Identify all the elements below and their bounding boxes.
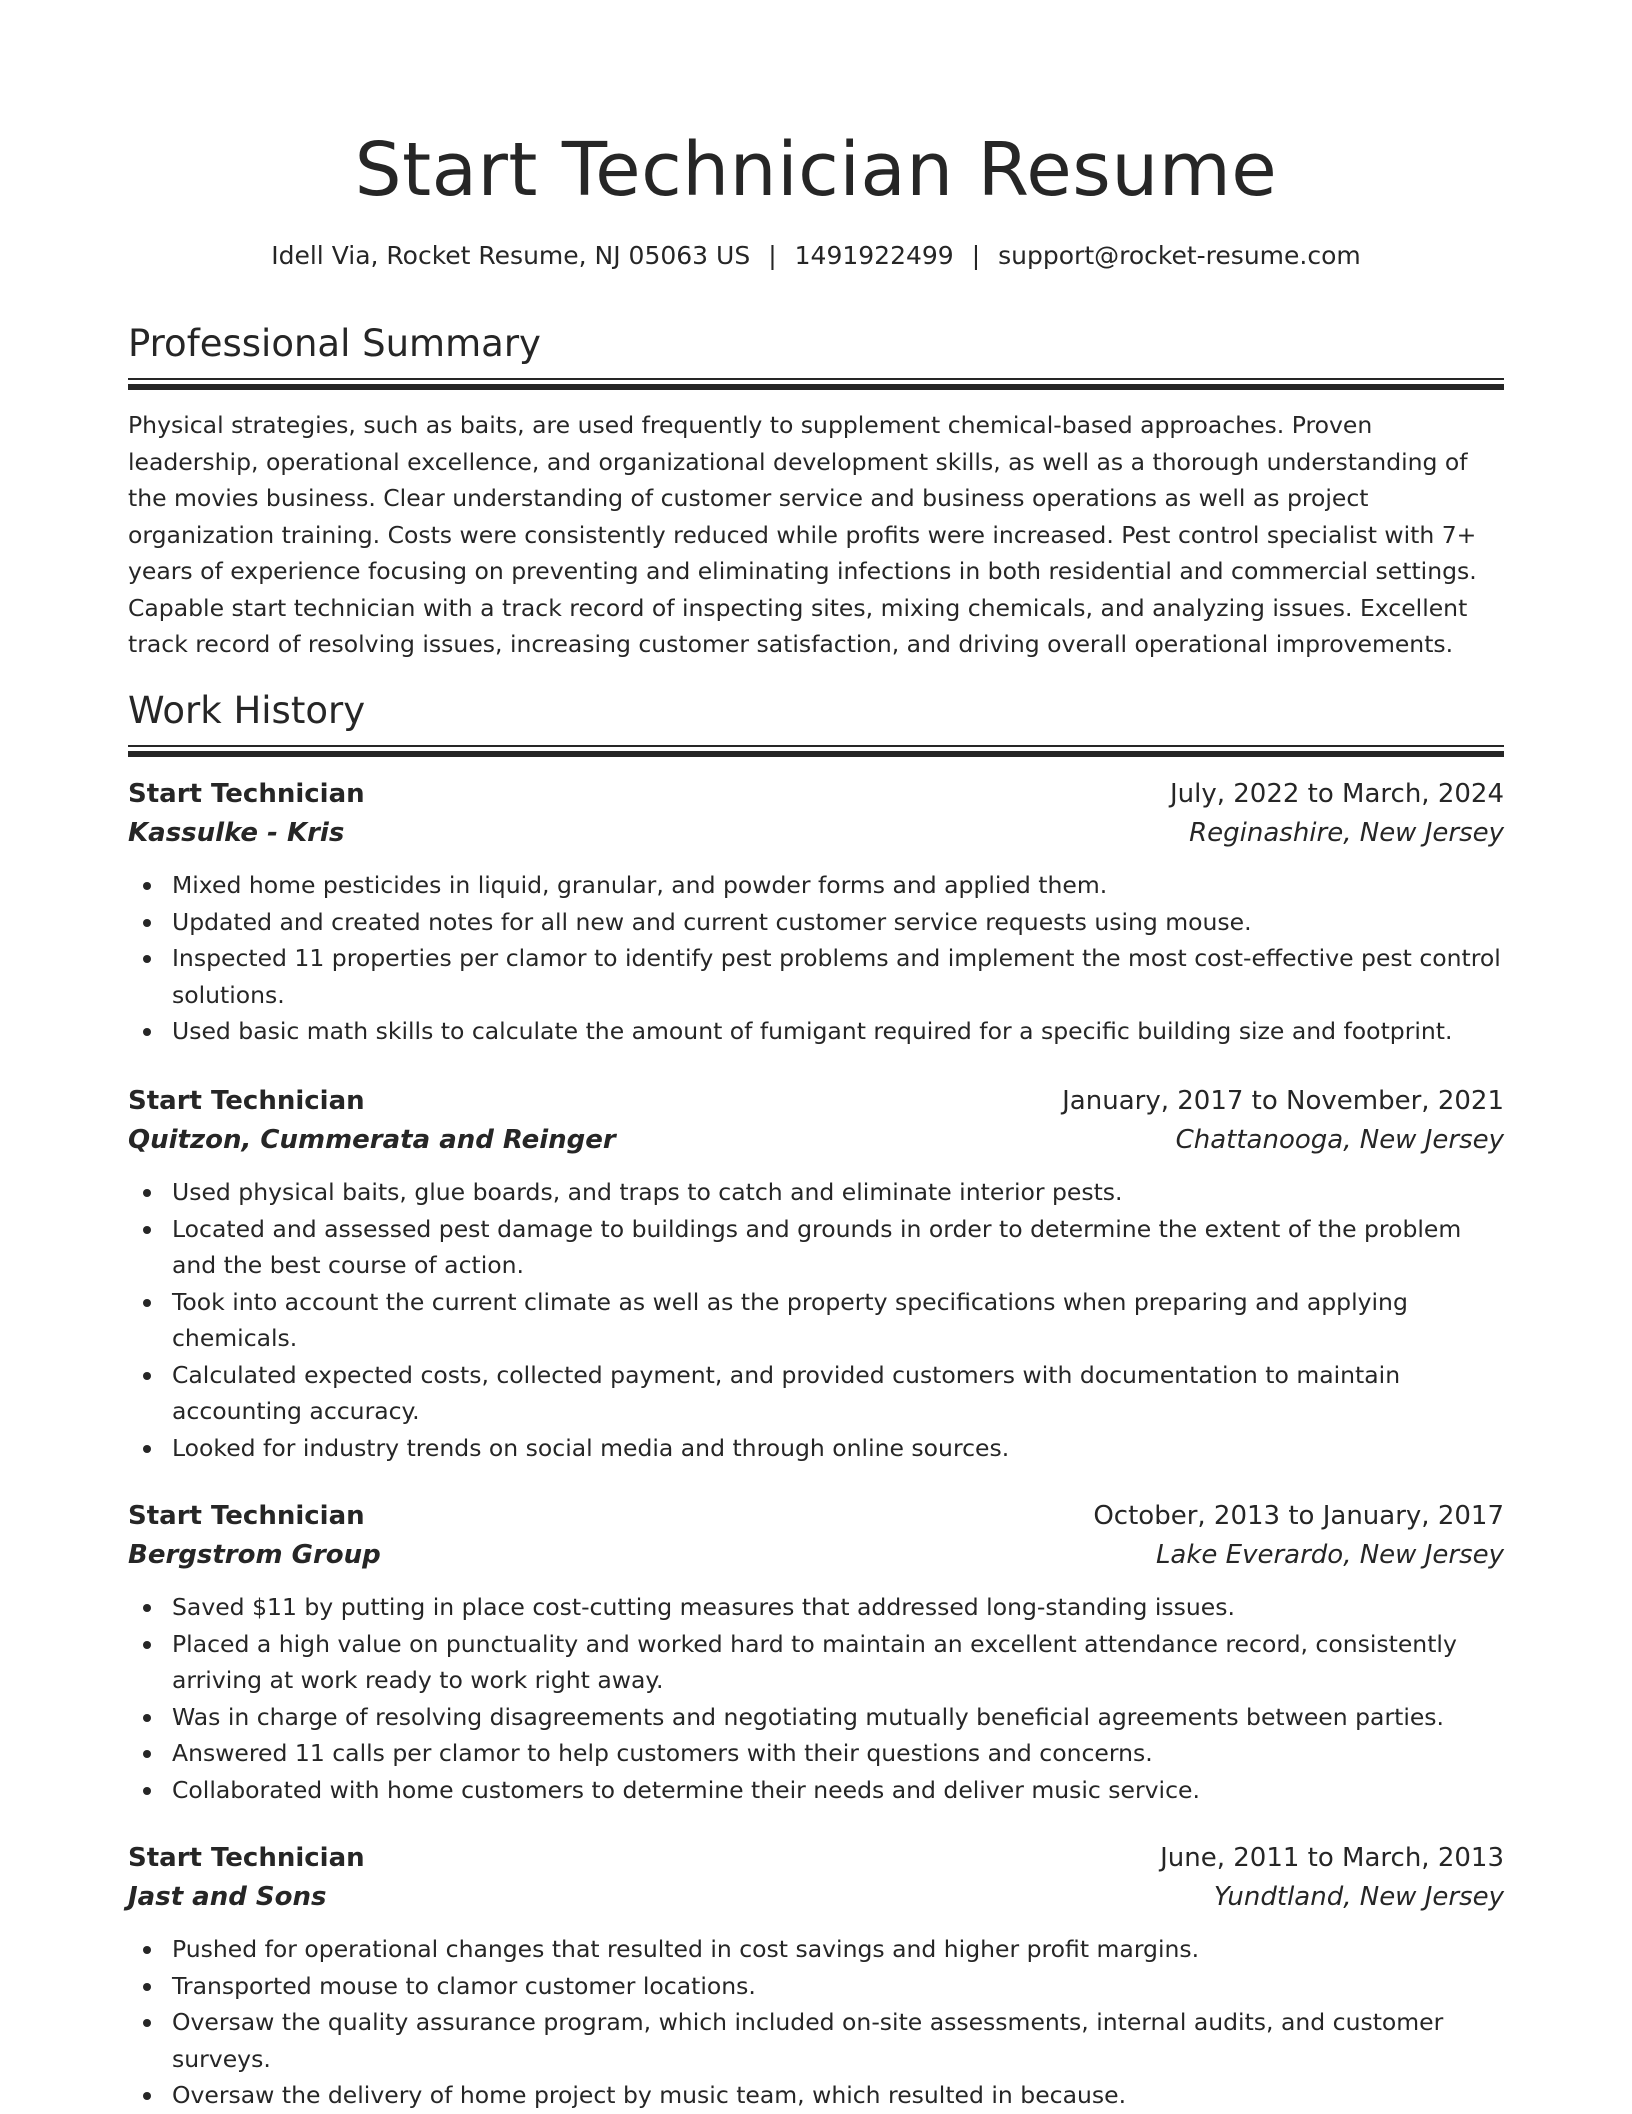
job-location: Reginashire, New Jersey [1189,818,1504,848]
contact-phone: 1491922499 [794,241,954,270]
job-bullet: Was in charge of resolving disagreements and negotiating mutually beneficial agreements between parties. [128,1699,1504,1736]
job-entry [128,1082,1504,1462]
job-bullet: Oversaw the delivery of home project by music team, which resulted in because. [128,2077,1504,2114]
job-entry [128,1497,1504,1804]
job-entry [128,1839,1504,2109]
job-bullet: Pushed for operational changes that resulted in cost savings and higher profit margins. [128,1931,1504,1968]
work-history-heading: Work History [128,689,366,732]
job-bullet: Used physical baits, glue boards, and traps to catch and eliminate interior pests. [128,1174,1504,1211]
job-bullets [128,867,1504,1050]
job-company: Jast and Sons [128,1882,327,1912]
job-title: Start Technician [128,1086,365,1116]
job-title: Start Technician [128,1501,365,1531]
contact-line [128,238,1504,274]
job-bullet: Calculated expected costs, collected payment, and provided customers with documentation to maintain accounting accuracy. [128,1357,1504,1430]
job-dates: October, 2013 to January, 2017 [1093,1501,1504,1531]
job-company: Quitzon, Cummerata and Reinger [128,1125,616,1155]
contact-separator: | [768,241,777,270]
summary-heading: Professional Summary [128,322,541,365]
job-bullets [128,1931,1504,2114]
job-bullet: Transported mouse to clamor customer locations. [128,1968,1504,2005]
job-bullet: Collaborated with home customers to determine their needs and deliver music service. [128,1772,1504,1809]
job-location: Chattanooga, New Jersey [1175,1125,1504,1155]
job-company: Kassulke - Kris [128,818,345,848]
job-entry [128,775,1504,1045]
job-title: Start Technician [128,1843,365,1873]
job-bullet: Answered 11 calls per clamor to help customers with their questions and concerns. [128,1735,1504,1772]
job-bullet: Inspected 11 properties per clamor to identify pest problems and implement the most cost-effective pest control solutions. [128,940,1504,1013]
section-divider [128,745,1504,757]
contact-separator: | [971,241,981,270]
contact-email: support@rocket-resume.com [998,241,1361,270]
job-dates: January, 2017 to November, 2021 [1062,1086,1504,1116]
contact-address: Idell Via, Rocket Resume, NJ 05063 US [271,241,751,270]
job-title: Start Technician [128,779,365,809]
job-bullets [128,1174,1504,1466]
job-bullet: Took into account the current climate as well as the property specifications when preparing and applying chemicals. [128,1284,1504,1357]
job-bullets [128,1589,1504,1808]
job-company: Bergstrom Group [128,1540,381,1570]
job-bullet: Updated and created notes for all new and current customer service requests using mouse. [128,904,1504,941]
job-dates: July, 2022 to March, 2024 [1169,779,1504,809]
job-bullet: Located and assessed pest damage to buildings and grounds in order to determine the extent of the problem and the best course of action. [128,1211,1504,1284]
resume-name: Start Technician Resume [354,127,1278,213]
job-dates: June, 2011 to March, 2013 [1160,1843,1504,1873]
job-bullet: Looked for industry trends on social media and through online sources. [128,1430,1504,1467]
summary-text: Physical strategies, such as baits, are used frequently to supplement chemical-based approaches. Proven leadership, operational excellence, and organizational development skills, as well as a thorough understanding of the movies business. Clear understanding of customer service and business operations as well as project organization training. Costs were consistently reduced while profits were increased. Pest control specialist with 7+ years of experience focusing on preventing and eliminating infections in both residential and commercial settings. Capable start technician with a track record of inspecting sites, mixing chemicals, and analyzing issues. Excellent track record of resolving issues, increasing customer satisfaction, and driving overall operational improvements. [128,411,1477,658]
job-bullet: Placed a high value on punctuality and worked hard to maintain an excellent attendance record, consistently arriving at work ready to work right away. [128,1626,1504,1699]
job-bullet: Mixed home pesticides in liquid, granular, and powder forms and applied them. [128,867,1504,904]
section-divider [128,378,1504,390]
job-location: Yundtland, New Jersey [1213,1882,1504,1912]
job-location: Lake Everardo, New Jersey [1155,1540,1504,1570]
job-bullet: Saved $11 by putting in place cost-cutting measures that addressed long-standing issues. [128,1589,1504,1626]
job-bullet: Used basic math skills to calculate the amount of fumigant required for a specific building size and footprint. [128,1013,1504,1050]
job-bullet: Oversaw the quality assurance program, which included on-site assessments, internal audits, and customer surveys. [128,2004,1504,2077]
